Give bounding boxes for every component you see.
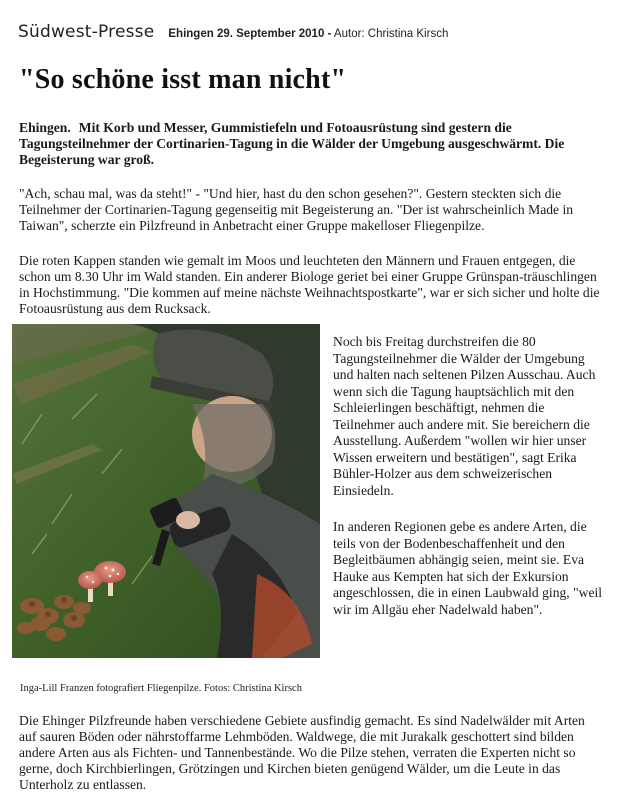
dateline-author: Autor: Christina Kirsch	[331, 28, 449, 40]
article-paragraph: Noch bis Freitag durchstreifen die 80 Tagungsteilnehmer die Wälder der Umgebung und halten nach seltenen Pilzen Ausschau. Auch wenn sich die Tagung hauptsächlich mit den Schleierlingen beschäftigt, nehmen die Teilnehmer auch andere mit. Sie bereichern die Ausstellung. Außerdem "wollen wir hier unser Wissen erweitern und bestätigen", sagt Erika Bühler-Holzer aus dem schweizerischen Einsiedeln.	[333, 334, 596, 498]
lead-text: Mit Korb und Messer, Gummistiefeln und Fotoausrüstung sind gestern die Tagungsteilnehmer der Cortinarien-Tagung in die Wälder der Umgebung ausgeschwärmt. Die Begeisterung war groß.	[19, 120, 565, 167]
article-paragraph: In anderen Regionen gebe es andere Arten, die teils von der Bodenbeschaffenheit und den Begleitbäumen abhängig seien, meint sie. Eva Hauke aus Kempten hat sich der Exkursion angeschlossen, die in einen Laubwald ging, "weil wir im Allgäu eher Nadelwald haben".	[333, 519, 603, 617]
article-paragraph: Die roten Kappen standen wie gemalt im Moos und leuchteten den Männern und Frauen entgegen, die schon um 8.30 Uhr im Wald standen. Ein anderer Biologe geriet bei einer Gruppe Grünspan-träuschlingen in Hochstimmung. "Die kommen auf meine nächste Weihnachtspostkarte", war er sich sicher und holte die Fotoausrüstung aus dem Rucksack.	[19, 253, 600, 316]
article-paragraph: Die Ehinger Pilzfreunde haben verschiedene Gebiete ausfindig gemacht. Es sind Nadelwälder mit Arten auf sauren Böden oder nährstoffarme Lehmböden. Waldwege, die mit Jurakalk geschottert sind bilden andere Arten aus als Fichten- und Tannenbestände. Wo die Pilze stehen, verraten die Experten nicht so gerne, doch Kirchbierlingen, Grötzingen und Kirchen bieten genügend Wälder, um die Leute in das Unterholz zu entlassen.	[19, 713, 585, 792]
lead-place: Ehingen.	[19, 120, 71, 135]
masthead	[18, 22, 448, 42]
dateline	[168, 28, 448, 40]
article-lead	[19, 120, 605, 168]
article-photo	[12, 324, 320, 658]
article-headline: "So schöne isst man nicht"	[19, 64, 347, 95]
newspaper-name: Südwest-Presse	[18, 22, 155, 42]
article-paragraph: "Ach, schau mal, was da steht!" - "Und hier, hast du den schon gesehen?". Gestern steckten sich die Teilnehmer der Cortinarien-Tagung gegenseitig mit Begeisterung an. "Der ist wahrscheinlich Made in Taiwan", scherzte ein Pilzfreund in Anbetracht einer Gruppe makelloser Fliegenpilze.	[19, 186, 574, 233]
photo-caption: Inga-Lill Franzen fotografiert Fliegenpilze. Fotos: Christina Kirsch	[20, 683, 302, 694]
dateline-place-date: Ehingen 29. September 2010 -	[168, 28, 332, 40]
